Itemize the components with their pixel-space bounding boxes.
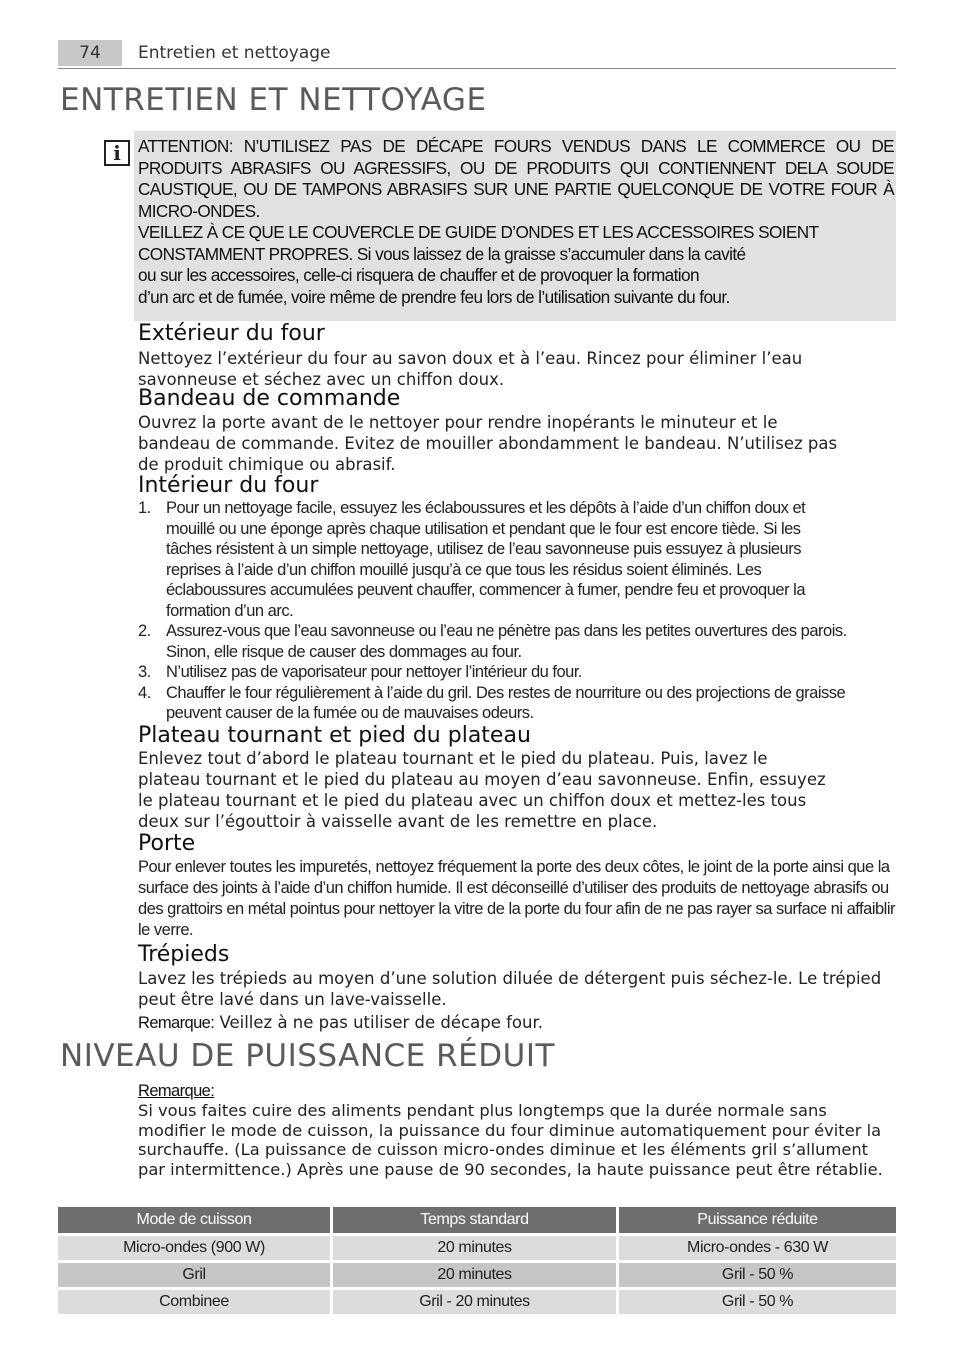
list-item-text: Chauffer le four régulièrement à l’aide du gril. Des restes de nourriture ou des projections de graisse peuvent causer de la fumée ou de mauvaises odeurs. [166, 683, 846, 722]
table-cell: Gril [58, 1260, 333, 1287]
remark-text: Veillez à ne pas utiliser de décape four. [214, 1013, 543, 1032]
warning-paragraph-1: ATTENTION: N’UTILISEZ PAS DE DÉCAPE FOURS VENDUS DANS LE COMMERCE OU DE PRODUITS ABRASIFS OU AGRESSIFS, OU DE PRODUITS QUI CONTIENNENT DELA SOUDE CAUSTIQUE, OU DE TAMPONS ABRASIFS SUR UNE PARTIE QUELCONQUE DE VOTRE FOUR À MICRO-ONDES. [138, 136, 894, 221]
list-item-text: N’utilisez pas de vaporisateur pour nettoyer l’intérieur du four. [166, 663, 582, 681]
section-title-porte: Porte [138, 831, 196, 856]
warning-line: d’un arc et de fumée, voire même de prendre feu lors de l’utilisation suivante du four. [138, 286, 730, 307]
reduced-remark-label: Remarque: [138, 1082, 215, 1100]
running-title: Entretien et nettoyage [138, 43, 331, 63]
section-title-bandeau: Bandeau de commande [138, 386, 401, 411]
section-text-porte: Pour enlever toutes les impuretés, nettoyez fréquement la porte des deux côtes, le joint de la porte ainsi que la surface des joints à l’aide d’un chiffon humide. Il est déconseillé d’utiliser des produits de nettoyage abrasifs ou des grattoirs en métal pointus pour nettoyer la vitre de la porte du four afin de ne pas rayer sa surface ni affaiblir le verre. [138, 858, 895, 939]
section-title-interieur: Intérieur du four [138, 473, 319, 498]
section-title-trepieds: Trépieds [138, 942, 230, 967]
list-item [138, 498, 850, 621]
warning-text [138, 136, 894, 308]
table-row [58, 1260, 896, 1287]
section-text-plateau: Enlevez tout d’abord le plateau tournant et le pied du plateau. Puis, lavez le plateau tournant et le pied du plateau au moyen d’eau savonneuse. Enfin, essuyez le plateau tournant et le pied du plateau avec un chiffon doux et mettez-les tous deux sur l’égouttoir à vaisselle avant de les remettre en place. [138, 749, 826, 831]
list-number: 3. [138, 663, 151, 681]
table-cell: 20 minutes [333, 1233, 619, 1260]
table-cell: 20 minutes [333, 1260, 619, 1287]
list-number: 2. [138, 622, 151, 640]
table-header-row [58, 1207, 896, 1233]
section-title-reduced-power: NIVEAU DE PUISSANCE RÉDUIT [60, 1038, 555, 1074]
table-row [58, 1233, 896, 1260]
remark-label: Remarque: [138, 1014, 215, 1032]
section-text-bandeau: Ouvrez la porte avant de le nettoyer pour rendre inopérants le minuteur et le bandeau de commande. Evitez de mouiller abondamment le bandeau. N’utilisez pas de produit chimique ou abrasif. [138, 413, 838, 474]
table-cell: Gril - 50 % [619, 1287, 896, 1314]
trepieds-remark [138, 1012, 896, 1034]
reduced-power-text: Si vous faites cuire des aliments pendant plus longtemps que la durée normale sans modifier le mode de cuisson, la puissance du four diminue automatiquement pour éviter la surchauffe. (La puissance de cuisson micro-ondes diminue et les éléments gril s’allument par intermittence.) Après une pause de 90 secondes, la haute puissance peut être rétablie. [138, 1101, 883, 1179]
list-item [138, 621, 850, 662]
list-item [138, 662, 850, 683]
warning-line: CONSTAMMENT PROPRES. Si vous laissez de la graisse s’accumuler dans la cavité [138, 243, 746, 264]
table-header-power: Puissance réduite [619, 1207, 896, 1233]
section-title-plateau: Plateau tournant et pied du plateau [138, 723, 531, 748]
section-text-exterieur: Nettoyez l’extérieur du four au savon doux et à l’eau. Rincez pour éliminer l’eau savonneuse et séchez avec un chiffon doux. [138, 349, 803, 389]
table-cell: Micro-ondes (900 W) [58, 1233, 333, 1260]
section-text-trepieds: Lavez les trépieds au moyen d’une solution diluée de détergent puis séchez-le. Le trépied peut être lavé dans un lave-vaisselle. [138, 969, 882, 1009]
table-cell: Gril - 50 % [619, 1260, 896, 1287]
table-cell: Gril - 20 minutes [333, 1287, 619, 1314]
table-cell: Micro-ondes - 630 W [619, 1233, 896, 1260]
list-item-text: Assurez-vous que l’eau savonneuse ou l’eau ne pénètre pas dans les petites ouvertures des parois. Sinon, elle risque de causer des dommages au four. [166, 622, 847, 661]
reduced-power-table [58, 1207, 896, 1314]
list-number: 4. [138, 683, 151, 702]
interieur-steps-list [138, 498, 850, 724]
table-cell: Combinee [58, 1287, 333, 1314]
table-header-mode: Mode de cuisson [58, 1207, 333, 1233]
warning-line: ou sur les accessoires, celle-ci risquera de chauffer et de provoquer la formation [138, 265, 699, 285]
list-item [138, 683, 850, 724]
list-item-text: Pour un nettoyage facile, essuyez les éclaboussures et les dépôts à l’aide d’un chiffon doux et mouillé ou une éponge après chaque utilisation et pendant que le four est encore tiède. Si les tâches résistent à un simple nettoyage, utilisez de l’eau savonneuse puis essuyez à plusieurs reprises à l’aide d’un chiffon mouillé jusqu’à ce que tous les résidus soient éliminés. Les éclaboussures accumulées peuvent chauffer, commencer à fumer, pendre feu et provoquer la formation d’un arc. [166, 499, 806, 620]
section-title-exterieur: Extérieur du four [138, 321, 325, 346]
info-icon: i [104, 140, 130, 166]
table-header-time: Temps standard [333, 1207, 619, 1233]
warning-line: VEILLEZ À CE QUE LE COUVERCLE DE GUIDE D’ONDES ET LES ACCESSOIRES SOIENT [138, 222, 819, 242]
table-row [58, 1287, 896, 1314]
list-number: 1. [138, 499, 151, 517]
page-number: 74 [58, 40, 122, 66]
header-divider [58, 68, 896, 69]
page-title: ENTRETIEN ET NETTOYAGE [60, 82, 487, 118]
